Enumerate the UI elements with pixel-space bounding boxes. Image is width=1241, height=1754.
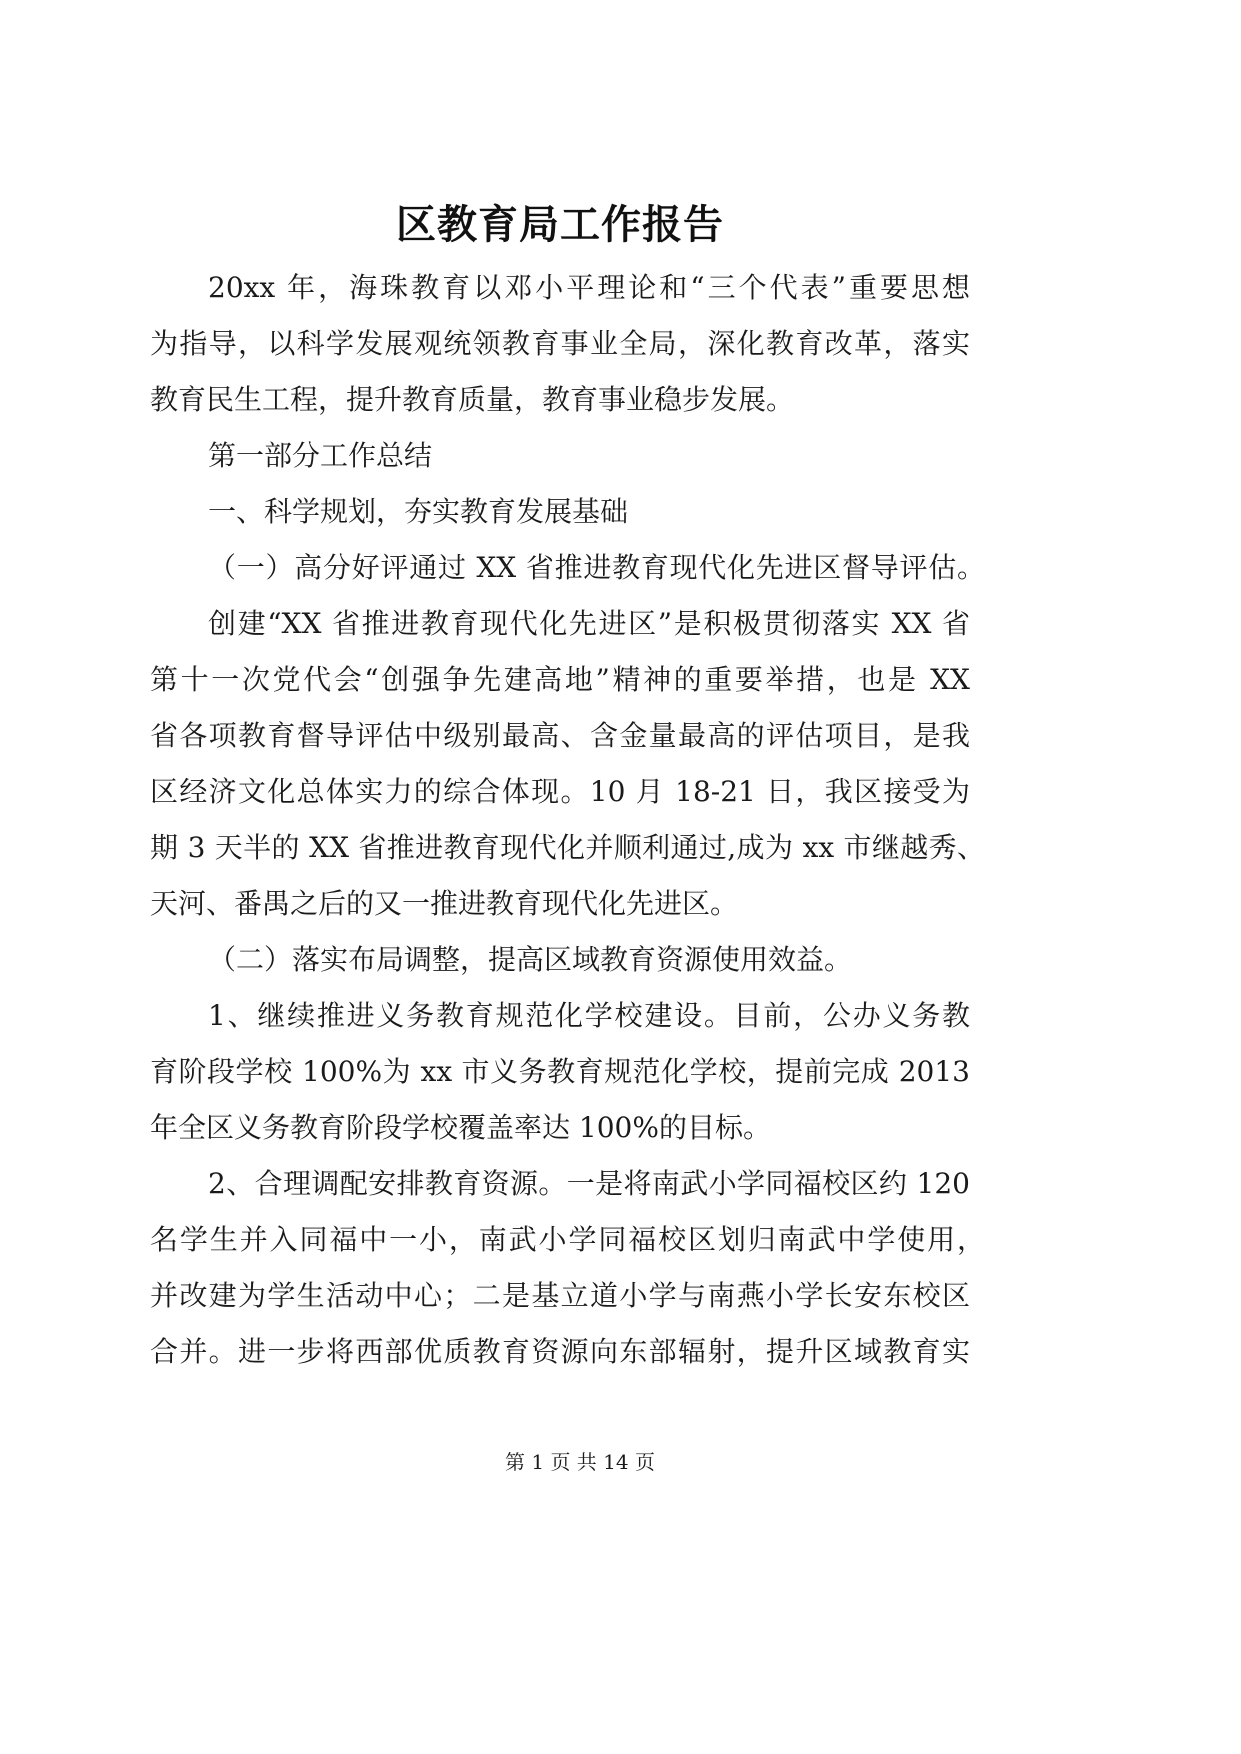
body-line: 2、合理调配安排教育资源。一是将南武小学同福校区约 120 (208, 1167, 970, 1200)
page-number-footer: 第 1 页 共 14 页 (505, 1450, 655, 1474)
body-line: 育阶段学校 100%为 xx 市义务教育规范化学校，提前完成 2013 (150, 1055, 970, 1088)
body-line: 为指导，以科学发展观统领教育事业全局，深化教育改革，落实 (150, 327, 970, 360)
body-line: 年全区义务教育阶段学校覆盖率达 100%的目标。 (150, 1111, 771, 1144)
body-line: 合并。进一步将西部优质教育资源向东部辐射，提升区域教育实 (150, 1335, 970, 1368)
body-line: 教育民生工程，提升教育质量，教育事业稳步发展。 (150, 383, 795, 416)
body-line: 第十一次党代会“创强争先建高地”精神的重要举措，也是 XX (150, 663, 970, 696)
body-line: 区经济文化总体实力的综合体现。10 月 18-21 日，我区接受为 (150, 775, 970, 808)
subsection-heading: 一、科学规划，夯实教育发展基础 (208, 495, 629, 528)
document-title: 区教育局工作报告 (396, 201, 724, 248)
section-heading: 第一部分工作总结 (208, 439, 433, 472)
body-line: 期 3 天半的 XX 省推进教育现代化并顺利通过,成为 xx 市继越秀、 (150, 831, 985, 864)
body-line: 省各项教育督导评估中级别最高、含金量最高的评估项目，是我 (150, 719, 970, 752)
document-body (150, 260, 985, 1380)
body-line: 并改建为学生活动中心；二是基立道小学与南燕小学长安东校区 (150, 1279, 970, 1312)
item-heading: （一）高分好评通过 XX 省推进教育现代化先进区督导评估。 (208, 551, 985, 584)
body-line: 20xx 年，海珠教育以邓小平理论和“三个代表”重要思想 (208, 271, 970, 304)
body-line: 名学生并入同福中一小，南武小学同福校区划归南武中学使用， (150, 1223, 985, 1256)
body-line: 创建“XX 省推进教育现代化先进区”是积极贯彻落实 XX 省 (208, 607, 970, 640)
item-heading: （二）落实布局调整，提高区域教育资源使用效益。 (208, 943, 853, 976)
body-line: 天河、番禺之后的又一推进教育现代化先进区。 (150, 887, 739, 920)
body-line: 1、继续推进义务教育规范化学校建设。目前，公办义务教 (208, 999, 970, 1032)
